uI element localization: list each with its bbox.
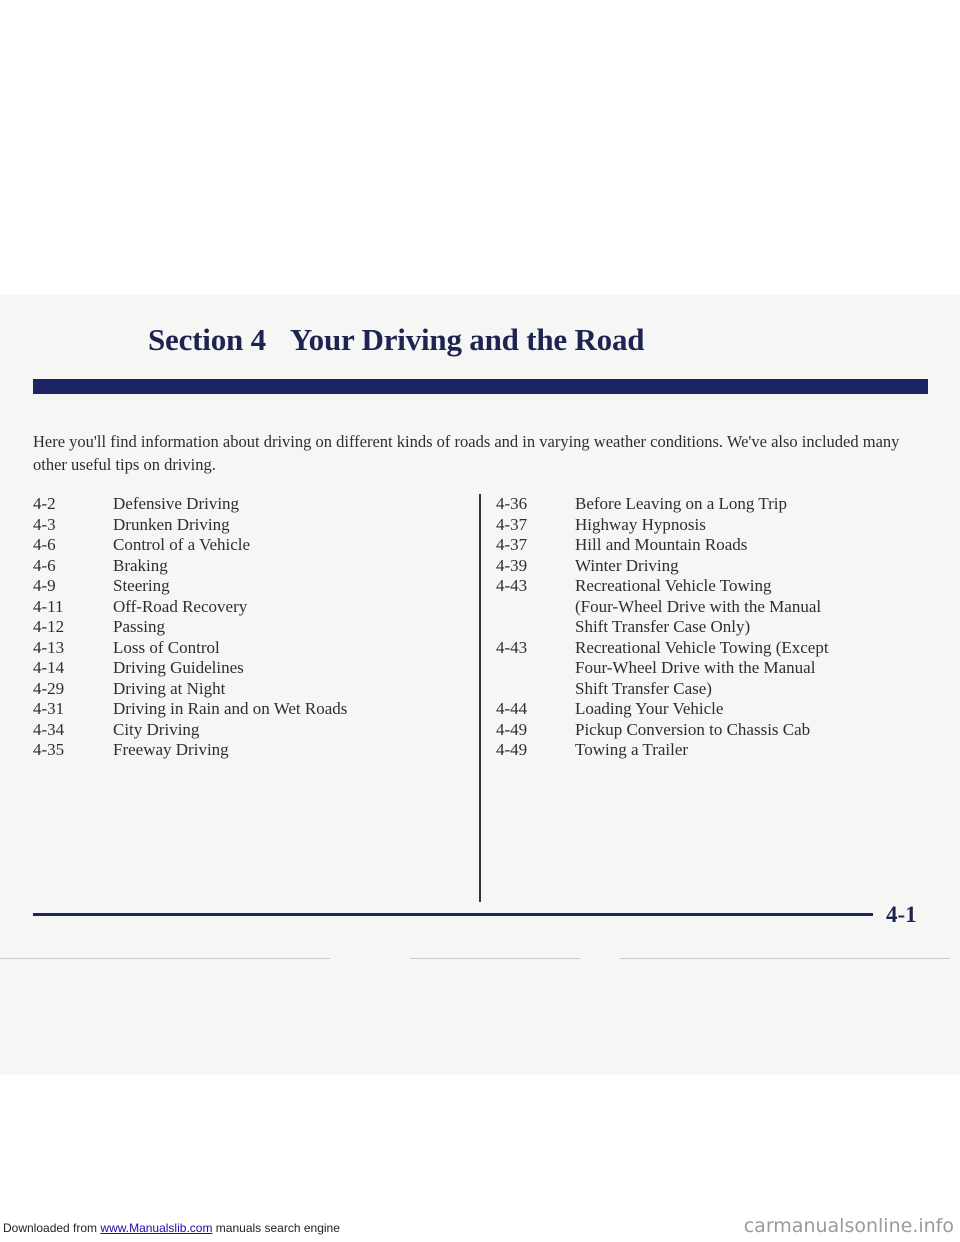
toc-page-number: 4-31 (33, 699, 65, 718)
scan-artifact-line (620, 958, 950, 959)
toc-entry (33, 679, 443, 700)
toc-page-number: 4-34 (33, 719, 65, 739)
toc-entry (33, 740, 443, 761)
toc-entry (33, 494, 443, 515)
toc-entry (33, 597, 443, 618)
toc-page-number: 4-37 (496, 535, 528, 554)
toc-page-number: 4-39 (496, 555, 528, 575)
toc-entry-title: City Driving (113, 719, 200, 739)
toc-entry (496, 679, 916, 700)
toc-entry (33, 617, 443, 638)
toc-entry-title: Four-Wheel Drive with the Manual (575, 658, 816, 677)
toc-page-number: 4-2 (33, 494, 56, 513)
toc-page-number: 4-49 (496, 719, 528, 739)
toc-entry-title: Winter Driving (575, 555, 679, 575)
toc-entry-title: Off-Road Recovery (113, 596, 248, 616)
toc-entry (33, 699, 443, 720)
toc-entry-title: Drunken Driving (113, 514, 230, 534)
toc-page-number: 4-43 (496, 576, 528, 595)
toc-page-number: 4-44 (496, 699, 528, 718)
toc-entry-title: Driving Guidelines (113, 658, 244, 677)
toc-entry (496, 576, 916, 597)
toc-page-number (496, 679, 575, 700)
toc-entry (496, 535, 916, 556)
toc-right-column (496, 494, 916, 761)
download-credit (3, 1221, 340, 1235)
toc-entry (33, 535, 443, 556)
toc-entry-title: Hill and Mountain Roads (575, 535, 748, 554)
toc-entry-title: Braking (113, 555, 168, 575)
toc-entry-title: Steering (113, 576, 170, 595)
toc-page-number: 4-35 (33, 740, 65, 759)
toc-entry-title: Defensive Driving (113, 494, 240, 513)
toc-entry (496, 740, 916, 761)
section-title: Your Driving and the Road (289, 322, 645, 357)
toc-entry (496, 658, 916, 679)
toc-entry-title: Control of a Vehicle (113, 535, 251, 554)
toc-page-number: 4-29 (33, 678, 65, 698)
toc-entry (496, 699, 916, 720)
toc-entry-title: Before Leaving on a Long Trip (575, 494, 787, 513)
toc-entry-title: Passing (113, 617, 165, 636)
toc-entry (496, 556, 916, 577)
toc-page-number: 4-11 (33, 596, 64, 616)
page-number: 4-1 (886, 902, 917, 927)
toc-entry-title: Driving in Rain and on Wet Roads (113, 699, 348, 718)
toc-entry (496, 515, 916, 536)
section-heading (148, 322, 644, 358)
scan-artifact-line (0, 958, 330, 959)
title-rule-bar (33, 379, 928, 394)
toc-entry (33, 556, 443, 577)
toc-page-number: 4-12 (33, 617, 65, 636)
toc-entry (33, 638, 443, 659)
toc-entry-title: (Four-Wheel Drive with the Manual (575, 596, 822, 616)
toc-entry (496, 617, 916, 638)
toc-page-number: 4-37 (496, 514, 528, 534)
section-number: Section 4 (148, 322, 266, 357)
download-suffix: manuals search engine (215, 1221, 340, 1235)
toc-page-number (496, 597, 575, 618)
toc-page-number: 4-43 (496, 637, 528, 657)
toc-entry-title: Pickup Conversion to Chassis Cab (575, 719, 811, 739)
toc-entry-title: Recreational Vehicle Towing (Except (575, 637, 829, 657)
toc-entry-title: Driving at Night (113, 678, 226, 698)
toc-entry-title: Highway Hypnosis (575, 514, 706, 534)
toc-entry-title: Towing a Trailer (575, 740, 689, 759)
toc-page-number: 4-6 (33, 535, 56, 554)
toc-entry (33, 515, 443, 536)
toc-entry-title: Freeway Driving (113, 740, 229, 759)
manualslib-link[interactable]: www.Manualslib.com (100, 1221, 213, 1235)
toc-entry (33, 576, 443, 597)
toc-page-number: 4-13 (33, 637, 65, 657)
toc-entry-title: Recreational Vehicle Towing (575, 576, 772, 595)
watermark: carmanualsonline.info (743, 1215, 954, 1237)
toc-entry-title: Loading Your Vehicle (575, 699, 724, 718)
toc-entry (496, 638, 916, 659)
toc-page-number (496, 617, 575, 638)
toc-page-number: 4-49 (496, 740, 528, 759)
toc-entry-title: Shift Transfer Case Only) (575, 617, 751, 636)
toc-page-number: 4-3 (33, 514, 56, 534)
toc-page-number: 4-9 (33, 576, 56, 595)
column-divider (479, 494, 481, 902)
toc-entry (33, 658, 443, 679)
toc-page-number: 4-6 (33, 555, 56, 575)
toc-left-column (33, 494, 443, 761)
toc-entry-title: Loss of Control (113, 637, 220, 657)
toc-entry (496, 720, 916, 741)
scan-artifact-line (410, 958, 580, 959)
download-prefix: Downloaded from (3, 1221, 98, 1235)
toc-page-number (496, 658, 575, 679)
footer-rule (33, 913, 873, 916)
toc-page-number: 4-36 (496, 494, 528, 513)
intro-paragraph: Here you'll find information about driving on different kinds of roads and in varying weather conditions. We've also included many other useful tips on driving. (33, 432, 900, 474)
toc-entry (33, 720, 443, 741)
toc-entry (496, 494, 916, 515)
toc-page-number: 4-14 (33, 658, 65, 677)
toc-entry (496, 597, 916, 618)
toc-entry-title: Shift Transfer Case) (575, 678, 712, 698)
